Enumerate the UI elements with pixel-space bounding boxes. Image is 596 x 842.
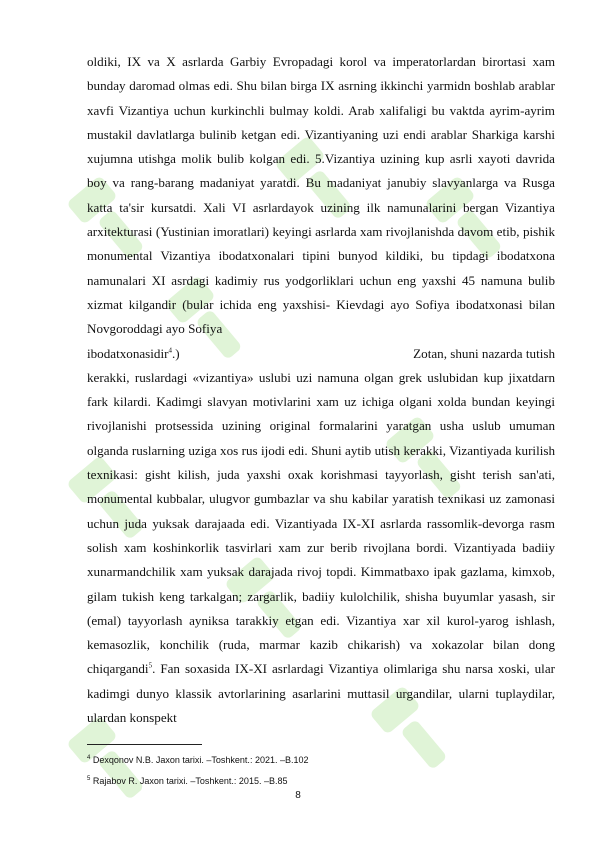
paragraph-second-tail: . Fan soxasida IX-XI asrlardagi Vizantiya olimlariga shu narsa xoski, ular kadimgi dunyo klassik avtorlarining asarlarini muttasil urgandilar, ularni tuplaydilar, ulardan konspekt bbox=[87, 661, 555, 726]
footnote-ref-5[interactable]: 5 bbox=[148, 662, 153, 671]
document-body bbox=[87, 50, 555, 730]
split-line-left: ibodatxonasidir$^4$.) bbox=[87, 345, 180, 361]
paragraph-first bbox=[87, 50, 555, 342]
footnote-item: $^4$ Dexqonov N.B. Jaxon tarixi. –Toshkent.: 2021. –B.102 bbox=[87, 755, 309, 765]
split-line bbox=[87, 342, 555, 366]
split-line-right: Zotan, shuni nazarda tutish bbox=[413, 345, 555, 361]
footnotes bbox=[87, 750, 555, 792]
footnote-item: $^5$ Rajabov R. Jaxon tarixi. –Toshkent.: 2015. –B.85 bbox=[87, 776, 288, 786]
paragraph-first-text: oldiki, IX va X asrlarda Garbiy Evropadagi korol va imperatorlardan birortasi xam bunday daromad olmas edi. Shu bilan birga IX asrning ikkinchi yarmidn boshlab arablar xavfi Vizantiya uchun kurkinchli bulmay koldi. Arab xalifaligi bu vaktda ayrim-ayrim mustakil davlatlarga bulinib ketgan edi. Vizantiyaning uzi endi arablar Sharkiga karshi xujumna utishga molik bulib kolgan edi. 5.Vizantiya uzining kup asrli xayoti davrida boy va rang-barang madaniyat yaratdi. Bu madaniyat janubiy slavyanlarga va Rusga katta ta'sir kursatdi. Xali VI asrlardayok uzining ilk namunalarini bergan Vizantiya arxitekturasi (Yustinian imoratlari) keyingi asrlarda xam rivojlanishda davom etib, pishik monumental Vizantiya ibodatxonalari tipini bunyod kildiki, bu tipdagi ibodatxona namunalari XI asrdagi kadimiy rus yodgorliklari uchun eng yaxshi 45 namuna bulib xizmat kilgandir (bular ichida eng yaxshisi- Kievdagi ayo Sofiya ibodatxonasi bilan Novgoroddagi ayo Sofiya bbox=[87, 54, 555, 337]
footnote-separator bbox=[87, 744, 202, 745]
paragraph-second bbox=[87, 366, 555, 730]
footnote-ref-4[interactable]: 4 bbox=[168, 346, 172, 355]
page-number: 8 bbox=[295, 790, 301, 801]
paragraph-second-text: kerakki, ruslardagi «vizantiya» uslubi uzi namuna olgan grek uslubidan kup jixatdarn fark kilardi. Kadimgi slavyan motivlarini xam uz ichiga olgani xolda bundan keyingi rivojlanishi protsessida uzining original formalarini yaratgan usha uslub umuman olganda ruslarning uziga xos rus ijodi edi. Shuni aytib utish kerakki, Vizantiyada kurilish texnikasi: gisht kilish, juda yaxshi oxak korishmasi tayyorlash, gisht terish san'ati, monumental kubbalar, ulugvor gumbazlar va shu kabilar yaratish texnikasi uz zamonasi uchun juda yuksak darajaada edi. Vizantiyada IX-XI asrlarda rassomlik-devorga rasm solish xam koshinkorlik tasvirlari xam zur berib rivojlana bordi. Vizantiyada badiiy xunarmandchilik xam yuksak darajada rivoj topdi. Kimmatbaxo ipak gazlama, kimxob, gilam tukish keng tarkalgan; zargarlik, badiiy kulolchilik, shisha buyumlar yasash, sir (emal) tayyorlash ayniksa tarakkiy etgan edi. Vizantiya xar xil kurol-yarog ishlash, kemasozlik, konchilik (ruda, marmar kazib chikarish) va xokazolar bilan dong chiqargandi bbox=[87, 369, 555, 677]
